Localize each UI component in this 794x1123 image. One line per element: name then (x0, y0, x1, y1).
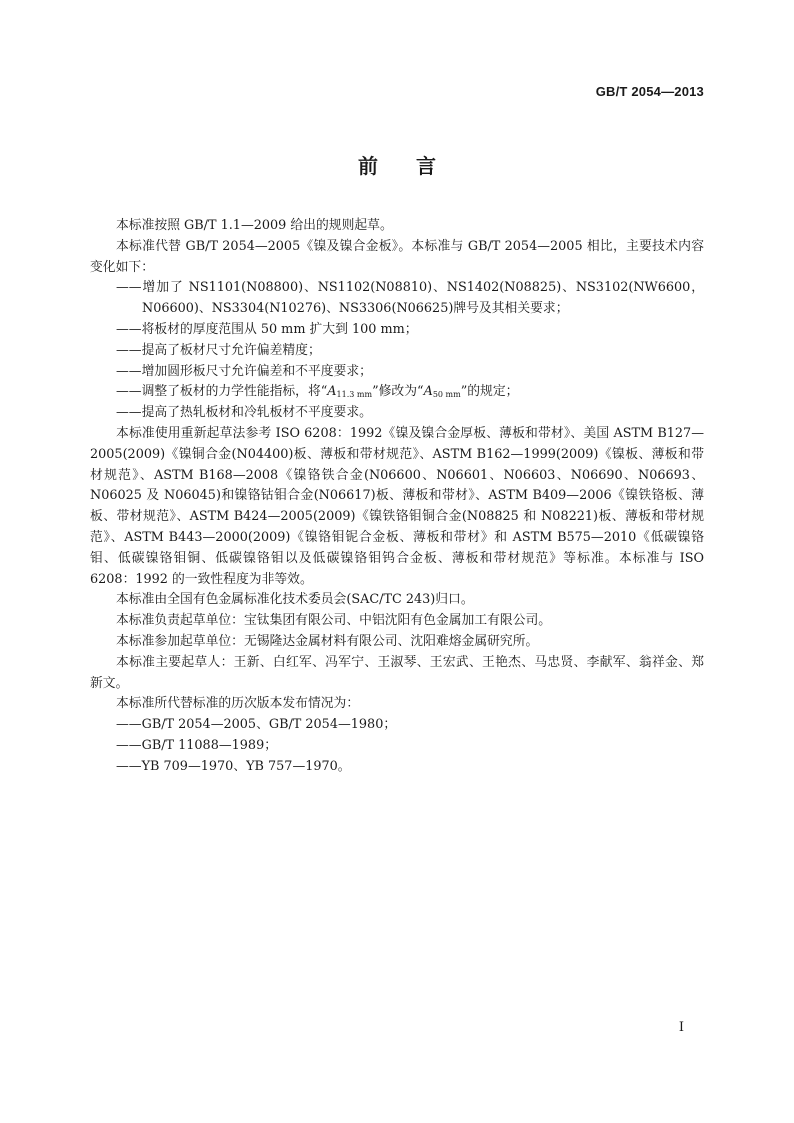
paragraph-drafting-rules: 本标准按照 GB/T 1.1—2009 给出的规则起草。 (116, 218, 393, 233)
paragraph-replacement: 本标准代替 GB/T 2054—2005《镍及镍合金板》。本标准与 GB/T 2054—2005 相比，主要技术内容变化如下： (90, 238, 704, 275)
change-mech-middle: ”修改为“ (372, 384, 424, 400)
change-mech-sub2: 50 mm (432, 390, 461, 400)
page-title (0, 150, 794, 179)
page-number: I (678, 1020, 684, 1035)
change-mech-var2: A (423, 384, 433, 400)
paragraph-lead-drafters: 本标准负责起草单位：宝钛集团有限公司、中铝沈阳有色金属加工有限公司。 (116, 613, 552, 629)
change-item-grades: ——增加了 NS1101(N08800)、NS1102(N08810)、NS1402(N08825)、NS3102(NW6600，N06600)、NS3304(N10276)、NS3306(N06625)牌号及其相关要求； (116, 280, 704, 317)
change-item-circular-plate: ——增加圆形板尺寸允许偏差和不平度要求； (116, 363, 372, 379)
paragraph-main-authors: 本标准主要起草人：王新、白红军、冯军宁、王淑琴、王宏武、王艳杰、马忠贤、李献军、翁祥金、郑新文。 (90, 654, 704, 691)
standard-code-header: GB/T 2054—2013 (595, 84, 704, 99)
change-item-thickness: ——将板材的厚度范围从 50 mm 扩大到 100 mm； (116, 321, 418, 337)
paragraph-participating-drafters: 本标准参加起草单位：无锡隆达金属材料有限公司、沈阳难熔金属研究所。 (116, 633, 539, 649)
change-mech-sub1: 11.3 mm (336, 390, 373, 400)
page-title-part1: 前 (358, 154, 378, 178)
paragraph-committee: 本标准由全国有色金属标准化技术委员会(SAC/TC 243)归口。 (116, 592, 474, 608)
change-item-flatness: ——提高了热轧板材和冷轧板材不平度要求。 (116, 405, 372, 421)
change-item-tolerance: ——提高了板材尺寸允许偏差精度； (116, 342, 321, 358)
change-mech-prefix: ——调整了板材的力学性能指标，将“ (116, 384, 328, 400)
foreword-body (90, 216, 704, 778)
change-mech-var1: A (327, 384, 337, 400)
history-item: ——GB/T 2054—2005、GB/T 2054—1980； (116, 717, 397, 733)
history-item: ——YB 709—1970、YB 757—1970。 (116, 758, 351, 774)
paragraph-references: 本标准使用重新起草法参考 ISO 6208：1992《镍及镍合金厚板、薄板和带材》、美国 ASTM B127—2005(2009)《镍铜合金(N04400)板、薄板和带材规范》、ASTM B162—1999(2009)《镍板、薄板和带材规范》、ASTM B168—2008《镍铬铁合金(N06600、N06601、N06603、N06690、N06693、N06025 及 N06045)和镍铬钴钼合金(N06617)板、薄板和带材》、ASTM B409—2006《镍铁铬板、薄板、带材规范》、ASTM B424—2005(2009)《镍铁铬钼铜合金(N08825 和 N08221)板、薄板和带材规范》、ASTM B443—2000(2009)《镍铬钼铌合金板、薄板和带材》和 ASTM B575—2010《低碳镍铬钼、低碳镍铬钼铜、低碳镍铬钼以及低碳镍铬钼钨合金板、薄板和带材规范》等标准。本标准与 ISO 6208：1992 的一致性程度为非等效。 (90, 425, 704, 587)
change-item-mechanical (90, 382, 704, 403)
change-mech-suffix: ”的规定； (460, 384, 519, 400)
history-item: ——GB/T 11088—1989； (116, 737, 278, 753)
page-title-part2: 言 (416, 154, 436, 178)
paragraph-history-intro: 本标准所代替标准的历次版本发布情况为： (116, 696, 360, 712)
